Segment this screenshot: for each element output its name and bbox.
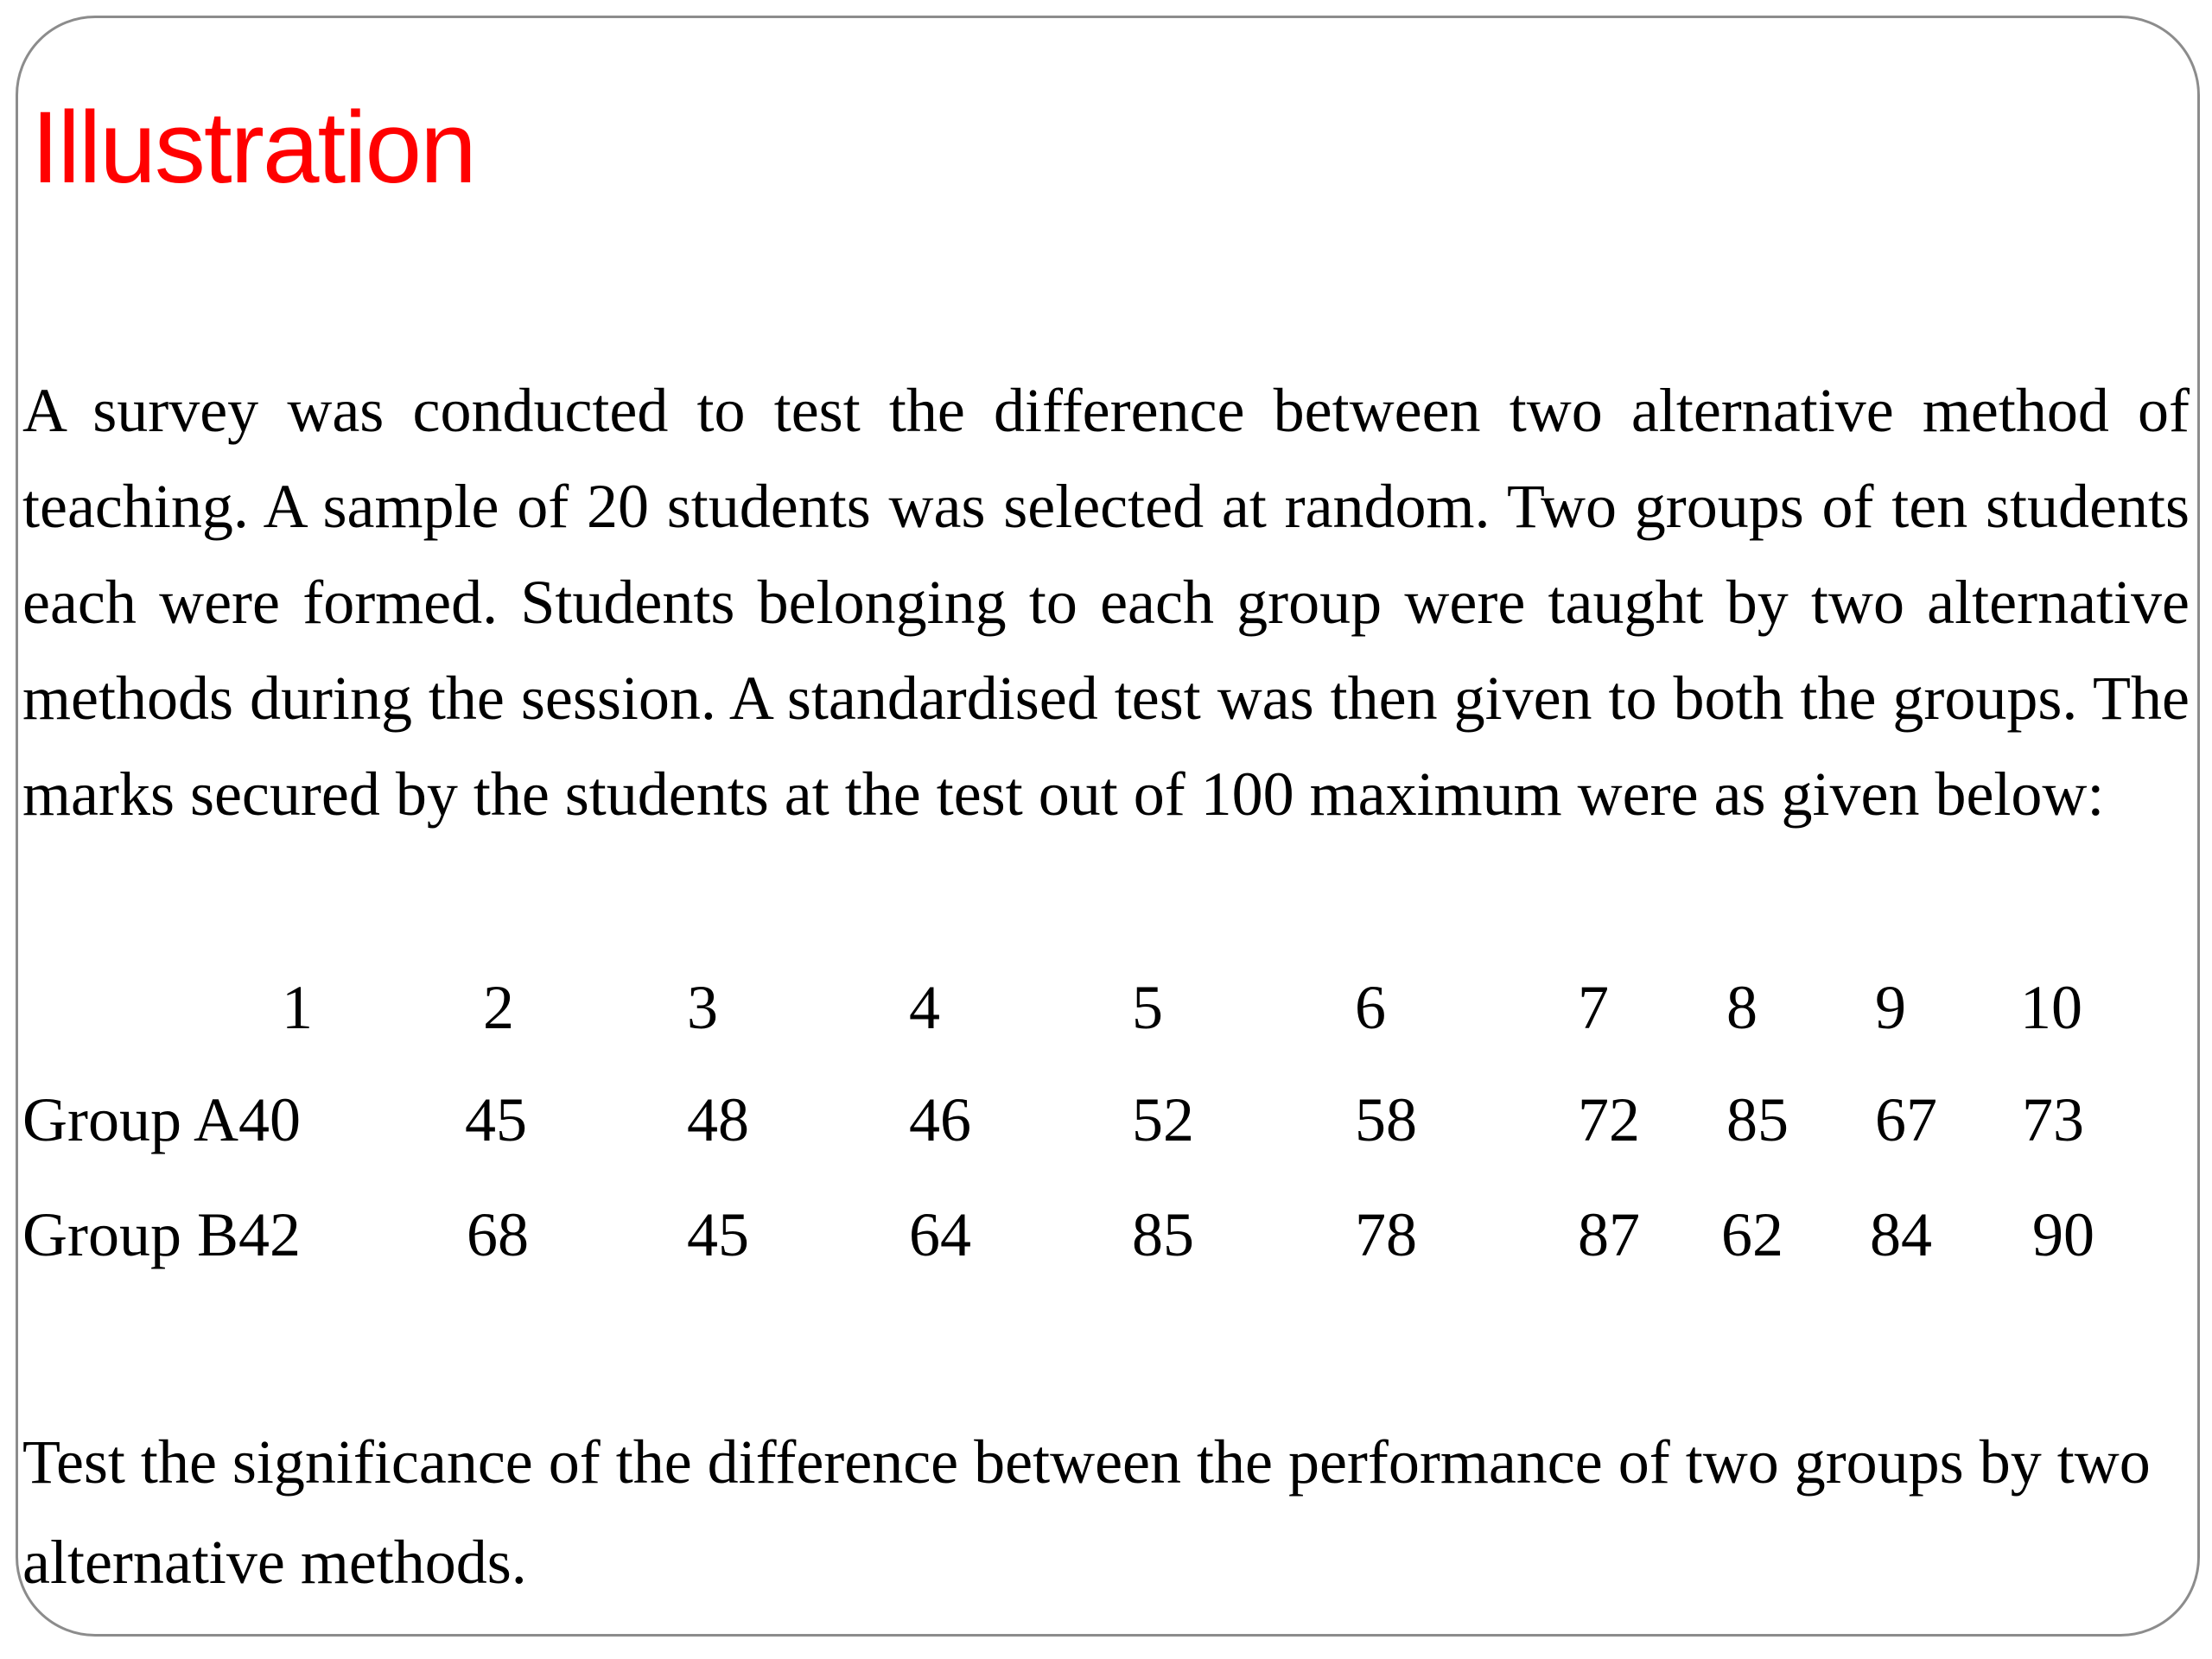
table-cell: 58 (1355, 1085, 1417, 1154)
column-header-8: 8 (1726, 973, 1758, 1042)
column-header-10: 10 (2020, 973, 2082, 1042)
table-row-label-b: Group B42 (22, 1200, 301, 1269)
table-cell: 78 (1355, 1200, 1417, 1269)
table-cell: 46 (909, 1085, 971, 1154)
column-header-4: 4 (909, 973, 940, 1042)
table-cell: 52 (1132, 1085, 1194, 1154)
column-header-5: 5 (1132, 973, 1163, 1042)
table-cell: 84 (1870, 1200, 1932, 1269)
column-header-6: 6 (1355, 973, 1386, 1042)
table-row-label-a: Group A40 (22, 1085, 301, 1154)
table-cell: 72 (1578, 1085, 1640, 1154)
table-cell: 40 (238, 1085, 301, 1154)
table-cell: 85 (1726, 1085, 1789, 1154)
table-cell: 64 (909, 1200, 971, 1269)
table-cell: 87 (1578, 1200, 1640, 1269)
table-cell: 68 (467, 1200, 529, 1269)
table-cell: 62 (1721, 1200, 1783, 1269)
column-header-3: 3 (687, 973, 718, 1042)
table-cell: 45 (465, 1085, 527, 1154)
table-cell: 90 (2032, 1200, 2094, 1269)
table-cell: 48 (687, 1085, 749, 1154)
column-header-2: 2 (483, 973, 514, 1042)
column-header-9: 9 (1875, 973, 1906, 1042)
problem-paragraph: A survey was conducted to test the difference between two alternative method of teaching. A sample of 20 students was selected at random. Two groups of ten students each were formed. Students belonging to each group were taught by two alternative methods during the session. A standardised test was then given to both the groups. The marks secured by the students at the test out of 100 maximum were as given below: (22, 376, 2190, 829)
column-header-7: 7 (1578, 973, 1609, 1042)
table-cell: 73 (2022, 1085, 2084, 1154)
table-cell: 85 (1132, 1200, 1194, 1269)
closing-paragraph: Test the significance of the difference between the performance of two groups by two alternative methods. (22, 1427, 2151, 1597)
table-cell: 42 (238, 1200, 301, 1269)
table-cell: 45 (687, 1200, 749, 1269)
column-header-1: 1 (282, 973, 313, 1042)
slide-title: Illustration (31, 91, 475, 205)
table-cell: 67 (1875, 1085, 1937, 1154)
